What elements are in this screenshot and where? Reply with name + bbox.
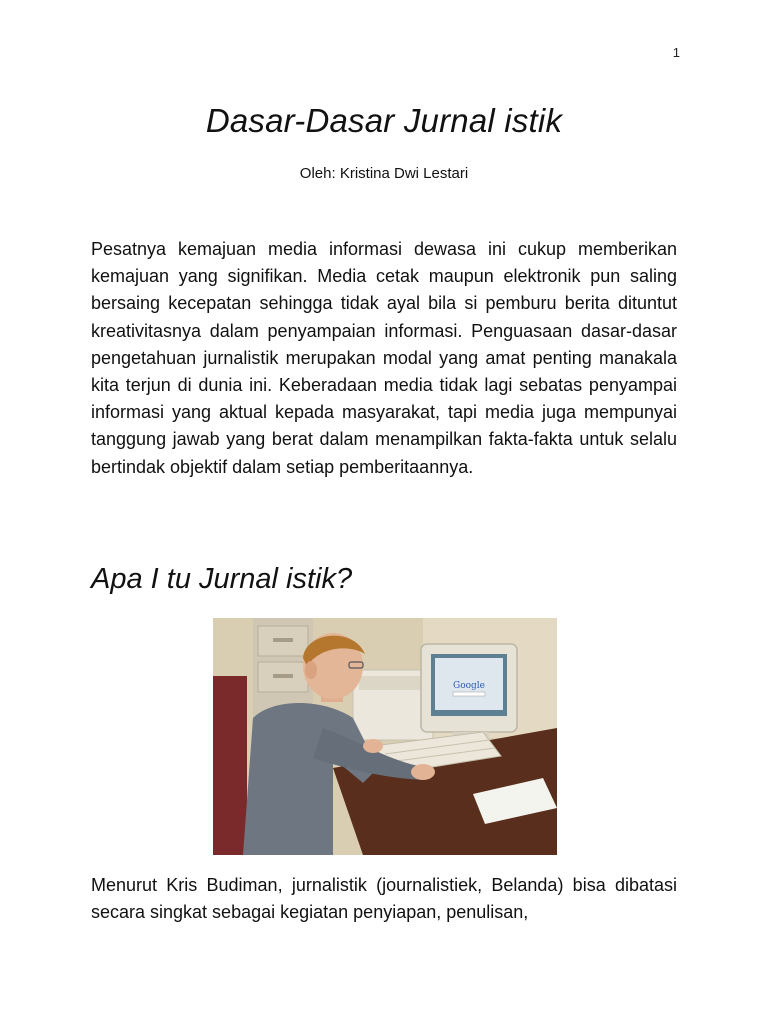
intro-paragraph: Pesatnya kemajuan media informasi dewasa ini cukup memberikan kemajuan yang signifikan. Media cetak maupun elektronik pun saling bersaing kecepatan sehingga tidak ayal bila si pemburu berita dituntut kreativitasnya dalam penyampaian informasi. Penguasaan dasar-dasar pengetahuan jurnalistik merupakan modal yang amat penting manakala kita terjun di dunia ini. Keberadaan media tidak lagi sebatas penyampai informasi yang aktual kepada masyarakat, tapi media juga mempunyai tanggung jawab yang berat dalam menampilkan fakta-fakta untuk selalu bertindak objektif dalam setiap pemberitaannya.: [91, 239, 677, 477]
hand: [411, 764, 435, 780]
office-chair: [213, 676, 247, 855]
author-line: Oleh: Kristina Dwi Lestari: [299, 165, 469, 182]
screen-logo-text: Google: [453, 681, 485, 691]
document-title: Dasar-Dasar Jurnal istik: [205, 102, 563, 139]
section-heading: Apa I tu Jurnal istik?: [91, 563, 353, 595]
body-paragraph: Menurut Kris Budiman, jurnalistik (journalistiek, Belanda) bisa dibatasi secara singkat sebagai kegiatan penyiapan, penulisan,: [91, 875, 677, 923]
journalist-photo: [213, 618, 557, 855]
page-number: 1: [672, 45, 680, 60]
